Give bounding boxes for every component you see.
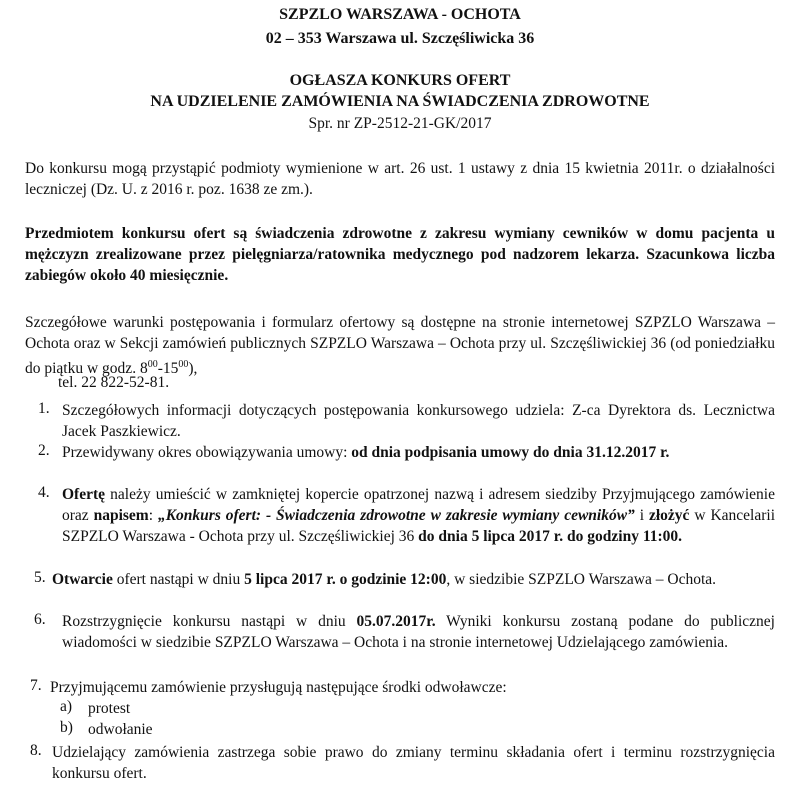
hour-to-sup: 00 [178, 359, 189, 370]
subject-paragraph: Przedmiotem konkursu ofert są świadczenia zdrowotne z zakresu wymiany cewników w domu pacjenta u mężczyzn zrealizowane przez pielęgniarza/ratownika medycznego pod nadzorem lekarza. Szacunkowa liczba zabiegów około 40 miesięcznie. [25, 225, 775, 284]
sub-item-letter: a) [60, 698, 73, 715]
hour-dash: -15 [157, 360, 179, 378]
item-bold-text: napisem [93, 507, 149, 524]
item-number: 4. [38, 484, 50, 501]
intro-paragraph: Do konkursu mogą przystąpić podmioty wymienione w art. 26 ust. 1 ustawy z dnia 15 kwietnia 2011r. o działalności leczniczej (Dz. U. z 2016 r. poz. 1638 ze zm.). [25, 160, 775, 198]
item-bold-italic-text: „Konkurs ofert: - Świadczenia zdrowotne w zakresie wymiany cewników” [157, 507, 635, 524]
item-text: Wyniki konkursu zostaną podane do publicznej wiadomości w siedzibie SZPZLO Warszawa – Ochota i na stronie internetowej Udzielającego zamówienia. [62, 613, 775, 651]
item-text: , w siedzibie SZPZLO Warszawa – Ochota. [446, 571, 717, 588]
list-item: Udzielający zamówienia zastrzega sobie prawo do zmiany terminu składania ofert i terminu rozstrzygnięcia konkursu ofert. [52, 744, 775, 782]
item-bold-text: 05.07.2017r. [356, 613, 436, 630]
item-number: 5. [34, 569, 46, 586]
list-item [62, 611, 775, 653]
sub-item: odwołanie [88, 721, 153, 738]
details-close: ), [188, 360, 198, 378]
item-number: 2. [38, 442, 50, 459]
item-bold-text: do dnia 5 lipca 2017 r. do godziny 11:00. [418, 528, 682, 545]
item-text: należy umieścić w zamkniętej kopercie opatrzonej nazwą i adresem siedziby Przyjmującego zamówienie oraz [62, 486, 775, 524]
title-line-1: OGŁASZA KONKURS OFERT [289, 72, 511, 89]
item-text: Przewidywany okres obowiązywania umowy: [62, 444, 352, 461]
item-number: 8. [30, 742, 42, 759]
item-number: 1. [38, 400, 50, 417]
item-bold-text: Ofertę [62, 486, 106, 503]
sub-item-letter: b) [60, 719, 73, 736]
item-bold-text: od dnia podpisania umowy do dnia 31.12.2017 r. [351, 444, 670, 461]
sub-item: protest [88, 700, 131, 717]
item-number: 7. [30, 677, 42, 694]
list-item [62, 442, 775, 463]
item-text: : [148, 507, 158, 524]
hour-from-sup: 00 [147, 359, 158, 370]
reference-number: Spr. nr ZP-2512-21-GK/2017 [308, 115, 492, 132]
list-item: Przyjmującemu zamówienie przysługują następujące środki odwoławcze: [50, 679, 507, 696]
item-bold-text: Otwarcie [52, 571, 113, 588]
item-text: i [634, 507, 649, 524]
list-item [52, 569, 775, 590]
telephone: tel. 22 822-52-81. [58, 374, 170, 391]
item-text: Rozstrzygnięcie konkursu nastąpi w dniu [62, 613, 357, 630]
org-address: 02 – 353 Warszawa ul. Szczęśliwicka 36 [265, 30, 535, 47]
title-line-2: NA UDZIELENIE ZAMÓWIENIA NA ŚWIADCZENIA ZDROWOTNE [150, 93, 650, 110]
details-paragraph [25, 312, 775, 379]
list-item: Szczegółowych informacji dotyczących postępowania konkursowego udziela: Z-ca Dyrektora ds. Lecznictwa Jacek Paszkiewicz. [62, 402, 775, 440]
item-bold-text: złożyć [648, 507, 690, 524]
item-number: 6. [34, 611, 46, 628]
org-name: SZPZLO WARSZAWA - OCHOTA [279, 6, 521, 23]
item-text: ofert nastąpi w dniu [112, 571, 245, 588]
item-bold-text: 5 lipca 2017 r. o godzinie 12:00 [244, 571, 447, 588]
list-item [62, 484, 775, 547]
item-text: w Kancelarii SZPZLO Warszawa - Ochota przy ul. Szczęśliwickiej 36 [62, 507, 776, 545]
details-text: Szczegółowe warunki postępowania i formularz ofertowy są dostępne na stronie internetowej SZPZLO Warszawa – Ochota oraz w Sekcji zamówień publicznych SZPZLO Warszawa – Ochota przy ul. Szczęśliwickiej 36 (od poniedziałku do piątku w godz. 8 [25, 314, 775, 378]
